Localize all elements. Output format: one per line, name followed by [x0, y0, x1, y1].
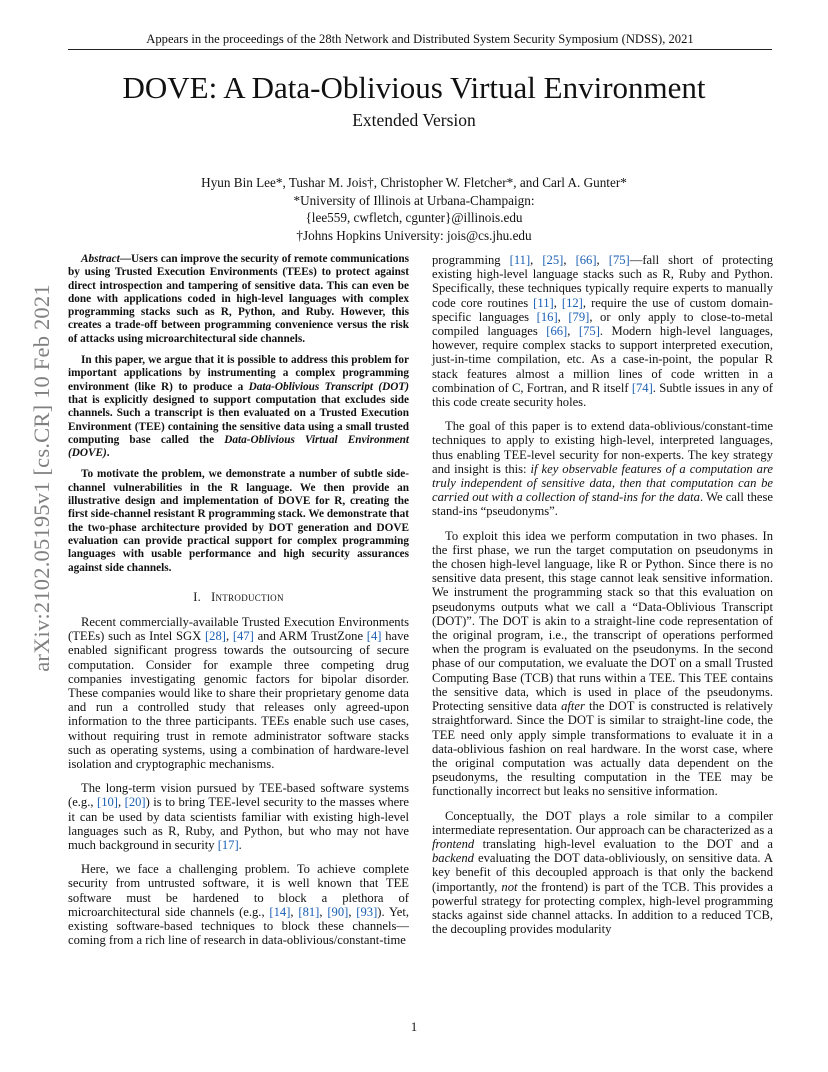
citation-link[interactable]: [20] — [124, 795, 146, 810]
header-rule — [68, 49, 772, 50]
page-number: 1 — [410, 1020, 418, 1034]
citation-link[interactable]: [66] — [546, 324, 568, 339]
paper-subtitle: Extended Version — [352, 110, 476, 130]
citation-link[interactable]: [75] — [608, 253, 630, 267]
citation-link[interactable]: [12] — [561, 295, 583, 310]
abstract-paragraph: Abstract—Users can improve the security of remote communications by using Trusted Execution Environments (TEEs) to protect against direct introspection and tampering of sensitive data. This can even be done with applications coded in high-level languages with complex programming stacks such as R, Python, and Ruby. However, this creates a trade-off between programming convenience versus the risk of attacks using microarchitectural side channels. — [68, 253, 409, 345]
citation-link[interactable]: [16] — [536, 309, 558, 324]
body-paragraph: programming [11], [25], [66], [75]—fall short of protecting existing high-level language stacks such as R, Ruby and Python. Specifically, these techniques typically require experts to manually code core routines [11], [12], require the use of custom domain-specific languages [16], [79], or only apply to close-to-metal compiled languages [66], [75]. Modern high-level languages, however, require complex stacks to support interpreted execution, just-in-time compilation, etc. As a case-in-point, the popular R stack features almost a million lines of code written in a combination of C, Fortran, and R itself [74]. Subtle issues in any of this code create security holes. — [432, 253, 774, 410]
affiliation-uiuc: *University of Illinois at Urbana-Champaign: — [293, 192, 535, 208]
citation-link[interactable]: [25] — [542, 253, 564, 267]
right-column — [432, 253, 773, 946]
body-paragraph: Conceptually, the DOT plays a role similar to a compiler intermediate representation. Our approach can be characterized as a frontend translating high-level evaluation to the DOT and a backend evaluating the DOT data-obliviously, on sensitive data. A key benefit of this decoupled approach is that only the backend (importantly, not the frontend) is part of the TCB. This provides a powerful strategy for protecting complex, high-level programming stacks against side channel attacks. In addition to a reduced TCB, the decoupling provides modularity — [432, 808, 774, 937]
abstract-paragraph: In this paper, we argue that it is possible to address this problem for important applications by instrumenting a complex programming environment (like R) to produce a Data-Oblivious Transcript (DOT) that is explicitly designed to support computation that excludes side channels. Such a transcript is then evaluated on a Trusted Execution Environment (TEE) containing the sensitive data using a small trusted computing base called the Data-Oblivious Virtual Environment (DOVE). — [68, 354, 409, 460]
body-paragraph: The goal of this paper is to extend data-oblivious/constant-time techniques to apply to existing high-level, interpreted languages, thus enabling TEE-level security for non-experts. The key strategy and insight is this: if key observable features of a computation are truly independent of sensitive data, then that computation can be carried out with a collection of stand-ins for the data. We call these stand-ins “pseudonyms”. — [432, 419, 773, 519]
citation-link[interactable]: [79] — [568, 309, 590, 324]
citation-link[interactable]: [10] — [97, 795, 118, 810]
citation-link[interactable]: [81] — [298, 904, 320, 919]
body-paragraph: The long-term vision pursued by TEE-based software systems (e.g., [10], [20]) is to bring TEE-level security to the masses where it can be used by data scientists familiar with existing high-level languages such as R, Ruby, and Python, but who may not have much background in security [17]. — [68, 781, 409, 853]
abstract — [68, 253, 409, 575]
affiliation-jhu: †Johns Hopkins University: jois@cs.jhu.edu — [296, 227, 532, 243]
citation-link[interactable]: [11] — [533, 295, 554, 310]
citation-link[interactable]: [90] — [327, 904, 349, 919]
citation-link[interactable]: [28] — [204, 629, 226, 644]
arxiv-identifier: arXiv:2102.05195v1 [cs.CR] 10 Feb 2021 — [29, 284, 54, 672]
abstract-label: Abstract — [81, 253, 120, 265]
citation-link[interactable]: [14] — [269, 904, 291, 919]
left-column — [68, 253, 409, 958]
author-block — [0, 174, 828, 244]
author-emails: {lee559, cwfletch, cgunter}@illinois.edu — [305, 210, 523, 225]
citation-link[interactable]: [75] — [578, 324, 600, 339]
body-paragraph: To exploit this idea we perform computation in two phases. In the first phase, we run the target computation on pseudonyms in the chosen high-level language, like R or Python. Since there is no sensitive data present, this stage cannot leak sensitive information. We instrument the programming stack so that this evaluation on pseudonyms outputs what we call a “Data-Oblivious Transcript (DOT)”. The DOT is akin to a straight-line code representation of the original program, i.e., the transcript of operations performed when the program is evaluated on the pseudonyms. In the second phase of our computation, we evaluate the DOT on a small Trusted Computing Base (TCB) that runs within a TEE. This TEE contains the sensitive data, which is used in place of the pseudonyms. Protecting sensitive data after the DOT is constructed is relatively straightforward. Since the DOT is similar to straight-line code, the TEE need only apply simple transformations to evaluate it in a data-oblivious fashion on real hardware. In the worst case, where the original computation was actually data dependent on the pseudonyms, the resulting computation in the TEE may be functionally incorrect but leaks no sensitive information. — [432, 528, 773, 799]
author-list: Hyun Bin Lee*, Tushar M. Jois†, Christopher W. Fletcher*, and Carl A. Gunter* — [201, 175, 627, 190]
citation-link[interactable]: [47] — [232, 629, 254, 644]
introduction-body — [68, 615, 409, 947]
citation-link[interactable]: [17] — [217, 838, 239, 853]
paper-title: DOVE: A Data-Oblivious Virtual Environment — [122, 70, 706, 105]
section-heading-introduction: I. Introduction — [193, 589, 284, 604]
citation-link[interactable]: [93] — [356, 904, 378, 919]
citation-link[interactable]: [11] — [509, 253, 531, 267]
abstract-paragraph: To motivate the problem, we demonstrate a number of subtle side-channel vulnerabilities in the R language. We then provide an illustrative design and implementation of DOVE for R, creating the first side-channel resistant R programming stack. We demonstrate that the two-phase architecture provided by DOT generation and DOVE evaluation can provide practical support for complex programming languages with usable performance and high security assurances against side channels. — [68, 468, 409, 574]
citation-link[interactable]: [74] — [631, 380, 653, 395]
body-paragraph: Recent commercially-available Trusted Execution Environments (TEEs) such as Intel SGX [28], [47] and ARM TrustZone [4] have enabled significant progress towards the outsourcing of secure computation. Consider for example three competing drug companies investigating genomic factors for bipolar disorder. These companies would like to share their proprietary genome data and run a controlled study that releases only agreed-upon information to the three participants. TEEs enable such use cases, without requiring trust in remote administrator software stacks such as operating systems, using a combination of hardware-level isolation and cryptographic mechanisms. — [68, 615, 410, 772]
body-paragraph: Here, we face a challenging problem. To achieve complete security from untrusted software, it is well known that TEE software must be hardened to block a plethora of microarchitectural side channels (e.g., [14], [81], [90], [93]). Yet, existing software-based techniques to block these channels—coming from a rich line of research in data-oblivious/constant-time — [68, 862, 410, 948]
citation-link[interactable]: [66] — [575, 253, 597, 267]
citation-link[interactable]: [4] — [366, 629, 382, 644]
running-header: Appears in the proceedings of the 28th Network and Distributed System Security Symposium (NDSS), 2021 — [146, 32, 694, 46]
